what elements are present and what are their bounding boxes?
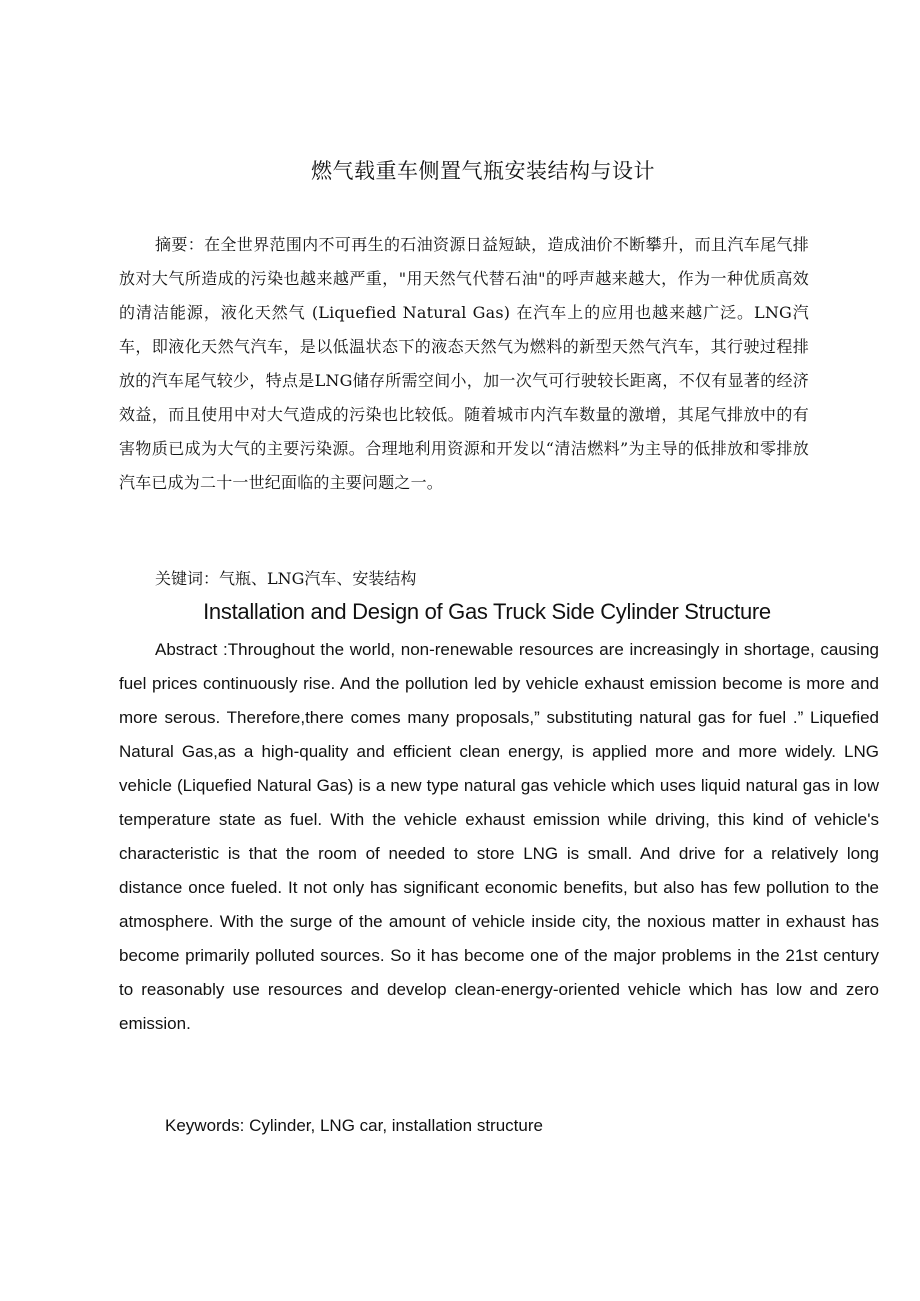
chinese-abstract [119,228,809,500]
chinese-keywords-text: 气瓶、LNG汽车、安装结构 [219,569,417,588]
chinese-keywords-label: 关键词： [155,569,220,588]
chinese-abstract-text: 在全世界范围内不可再生的石油资源日益短缺，造成油价不断攀升，而且汽车尾气排放对大气所造成的污染也越来越严重，"用天然气代替石油"的呼声越来越大，作为一种优质高效的清洁能源，液化天然气 (Liquefied Natural Gas) 在汽车上的应用也越来越广泛。LNG汽车，即液化天然气汽车，是以低温状态下的液态天然气为燃料的新型天然气汽车，其行驶过程排放的汽车尾气较少，特点是LNG储存所需空间小，加一次气可行驶较长距离，不仅有显著的经济效益，而且使用中对大气造成的污染也比较低。随着城市内汽车数量的激增，其尾气排放中的有害物质已成为大气的主要污染源。合理地利用资源和开发以“清洁燃料”为主导的低排放和零排放汽车已成为二十一世纪面临的主要问题之一。 [119,235,809,492]
chinese-title: 燃气载重车侧置气瓶安装结构与设计 [311,159,655,183]
english-keywords [165,1112,543,1140]
english-keywords-label: Keywords: [165,1116,245,1135]
english-abstract-label: Abstract [155,640,218,659]
english-title: Installation and Design of Gas Truck Side Cylinder Structure [203,599,771,624]
chinese-keywords [155,566,416,592]
english-keywords-text: Cylinder, LNG car, installation structure [244,1116,543,1135]
english-abstract [119,633,879,1041]
english-abstract-text: :Throughout the world, non-renewable resources are increasingly in shortage, causing fuel prices continuously rise. And the pollution led by vehicle exhaust emission become is more and more serous. Therefore,there comes many proposals,” substituting natural gas for fuel .” Liquefied Natural Gas,as a high-quality and efficient clean energy, is applied more and more widely. LNG vehicle (Liquefied Natural Gas) is a new type natural gas vehicle which uses liquid natural gas in low temperature state as fuel. With the vehicle exhaust emission while driving, this kind of vehicle's characteristic is that the room of needed to store LNG is small. And drive for a relatively long distance once fueled. It not only has significant economic benefits, but also has few pollution to the atmosphere. With the surge of the amount of vehicle inside city, the noxious matter in exhaust has become primarily polluted sources. So it has become one of the major problems in the 21st century to reasonably use resources and develop clean-energy-oriented vehicle which has low and zero emission. [119,640,879,1033]
chinese-abstract-label: 摘要： [155,235,205,254]
